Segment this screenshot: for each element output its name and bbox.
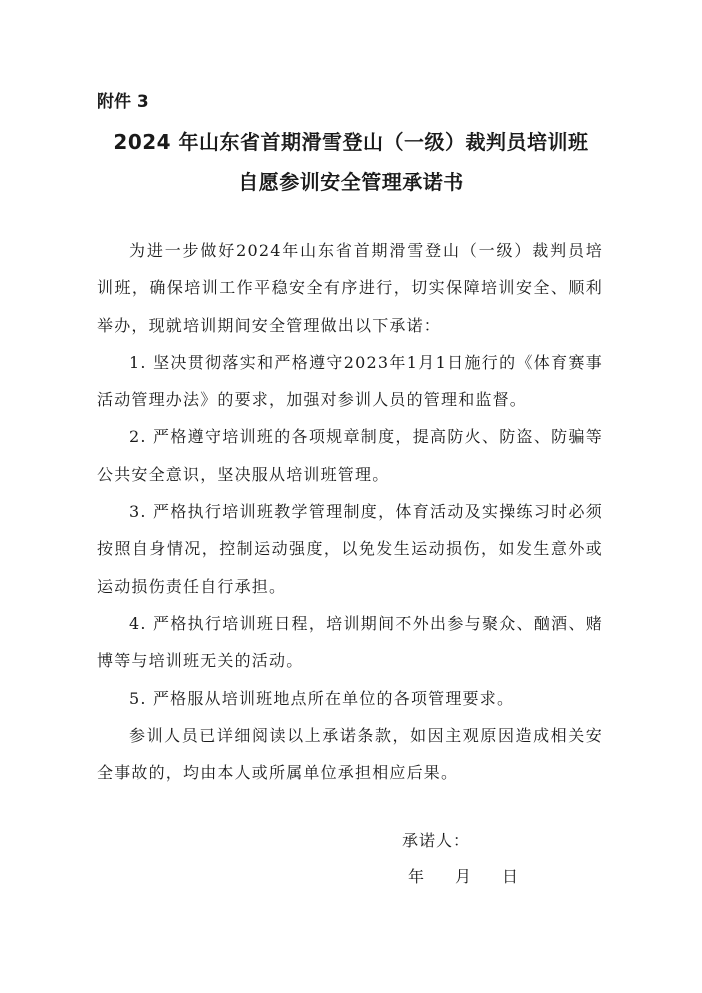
intro-paragraph: 为进一步做好2024年山东省首期滑雪登山（一级）裁判员培训班，确保培训工作平稳安全有序进行，切实保障培训安全、顺利举办，现就培训期间安全管理做出以下承诺： [97, 241, 603, 335]
commitment-item-5: 5. 严格服从培训班地点所在单位的各项管理要求。 [129, 688, 515, 708]
signature-date [408, 865, 519, 889]
document-body [97, 232, 603, 791]
promisor-label: 承诺人： [402, 831, 471, 850]
closing-paragraph: 参训人员已详细阅读以上承诺条款，如因主观原因造成相关安全事故的，均由本人或所属单位承担相应后果。 [97, 725, 603, 783]
document-title-line-1: 2024 年山东省首期滑雪登山（一级）裁判员培训班 [113, 130, 589, 154]
commitment-item-3: 3. 严格执行培训班教学管理制度，体育活动及实操练习时必须按照自身情况，控制运动强度，以免发生运动损伤，如发生意外或运动损伤责任自行承担。 [97, 502, 603, 596]
commitment-item-1: 1. 坚决贯彻落实和严格遵守2023年1月1日施行的《体育赛事活动管理办法》的要求，加强对参训人员的管理和监督。 [97, 352, 603, 410]
commitment-item-4: 4. 严格执行培训班日程，培训期间不外出参与聚众、酗酒、赌博等与培训班无关的活动。 [97, 613, 603, 671]
month-label: 月 [455, 867, 473, 886]
document-title-line-2: 自愿参训安全管理承诺书 [238, 170, 464, 194]
day-label: 日 [502, 867, 520, 886]
year-label: 年 [408, 867, 426, 886]
commitment-item-2: 2. 严格遵守培训班的各项规章制度，提高防火、防盗、防骗等公共安全意识，坚决服从培训班管理。 [97, 427, 603, 484]
attachment-label: 附件 3 [97, 92, 149, 112]
